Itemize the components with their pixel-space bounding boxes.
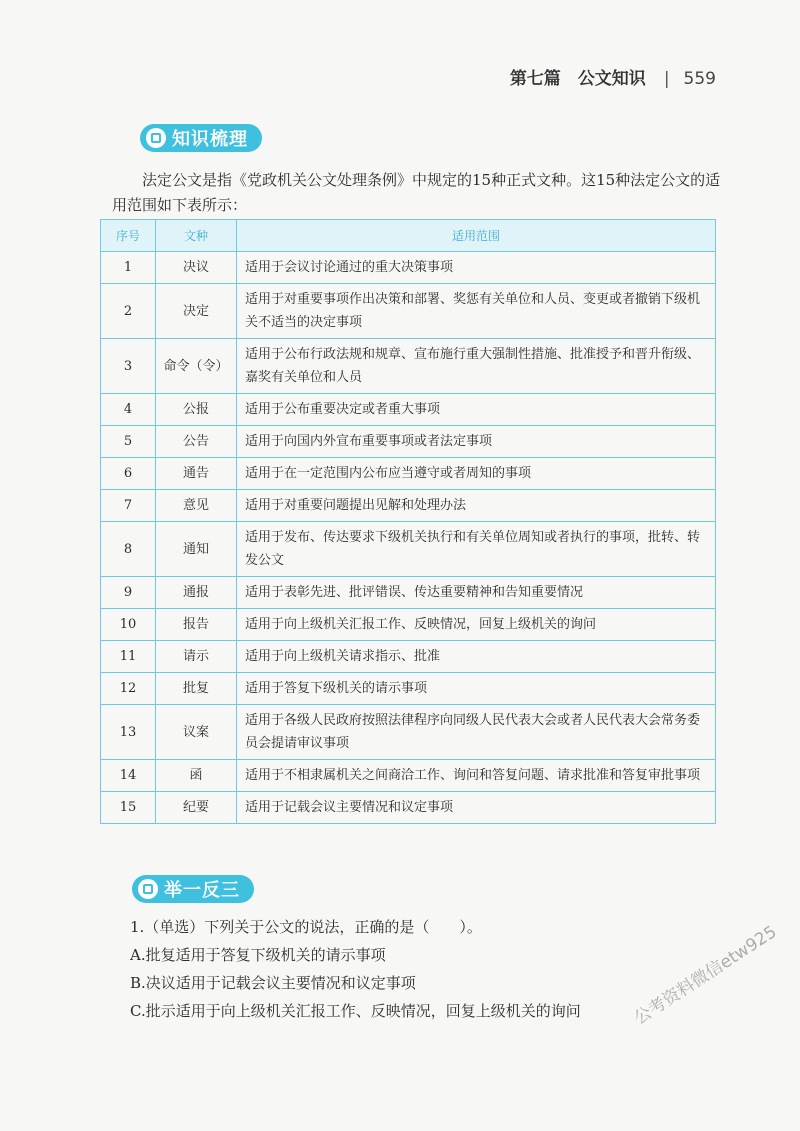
section-title: 知识梳理	[172, 129, 248, 150]
usage-scope: 适用于不相隶属机关之间商洽工作、询问和答复问题、请求批准和答复审批事项	[237, 760, 716, 792]
document-type: 请示	[156, 641, 237, 673]
row-number: 6	[101, 458, 156, 490]
part-title: 第七篇 公文知识	[509, 69, 646, 89]
document-type: 报告	[156, 609, 237, 641]
intro-paragraph: 法定公文是指《党政机关公文处理条例》中规定的15种正式文种。这15种法定公文的适用范围如下表所示：	[112, 171, 721, 214]
section-title: 举一反三	[164, 880, 240, 901]
document-type: 批复	[156, 673, 237, 705]
row-number: 8	[101, 522, 156, 577]
table-header-row	[101, 220, 716, 252]
option-c: C.批示适用于向上级机关汇报工作、反映情况，回复上级机关的询问	[130, 1002, 581, 1020]
table-row	[101, 609, 716, 641]
table-row	[101, 490, 716, 522]
row-number: 13	[101, 705, 156, 760]
usage-scope: 适用于会议讨论通过的重大决策事项	[237, 252, 716, 284]
usage-scope: 适用于公布行政法规和规章、宣布施行重大强制性措施、批准授予和晋升衔级、嘉奖有关单位和人员	[237, 339, 716, 394]
document-type: 公报	[156, 394, 237, 426]
row-number: 15	[101, 792, 156, 824]
document-type: 决议	[156, 252, 237, 284]
row-number: 10	[101, 609, 156, 641]
document-type: 通知	[156, 522, 237, 577]
table-row	[101, 641, 716, 673]
document-type: 命令（令）	[156, 339, 237, 394]
usage-scope: 适用于公布重要决定或者重大事项	[237, 394, 716, 426]
section-badge-knowledge	[140, 124, 262, 152]
row-number: 2	[101, 284, 156, 339]
usage-scope: 适用于向上级机关汇报工作、反映情况，回复上级机关的询问	[237, 609, 716, 641]
table-row	[101, 760, 716, 792]
page-number: 559	[683, 69, 716, 89]
column-header-no: 序号	[101, 220, 156, 252]
document-type: 纪要	[156, 792, 237, 824]
option-b: B.决议适用于记载会议主要情况和议定事项	[130, 974, 416, 992]
document-type: 通告	[156, 458, 237, 490]
row-number: 14	[101, 760, 156, 792]
table-row	[101, 705, 716, 760]
book-icon	[146, 128, 166, 148]
usage-scope: 适用于向上级机关请求指示、批准	[237, 641, 716, 673]
usage-scope: 适用于向国内外宣布重要事项或者法定事项	[237, 426, 716, 458]
header-separator: |	[663, 69, 670, 89]
row-number: 9	[101, 577, 156, 609]
document-type: 通报	[156, 577, 237, 609]
document-type: 公告	[156, 426, 237, 458]
usage-scope: 适用于发布、传达要求下级机关执行和有关单位周知或者执行的事项，批转、转发公文	[237, 522, 716, 577]
column-header-scope: 适用范围	[237, 220, 716, 252]
question-stem: 1.（单选）下列关于公文的说法，正确的是（ ）。	[130, 918, 482, 936]
usage-scope: 适用于各级人民政府按照法律程序向同级人民代表大会或者人民代表大会常务委员会提请审议事项	[237, 705, 716, 760]
section-badge-practice	[132, 875, 254, 903]
usage-scope: 适用于答复下级机关的请示事项	[237, 673, 716, 705]
column-header-kind: 文种	[156, 220, 237, 252]
document-type: 决定	[156, 284, 237, 339]
row-number: 5	[101, 426, 156, 458]
usage-scope: 适用于对重要事项作出决策和部署、奖惩有关单位和人员、变更或者撤销下级机关不适当的决定事项	[237, 284, 716, 339]
option-a: A.批复适用于答复下级机关的请示事项	[130, 946, 386, 964]
usage-scope: 适用于对重要问题提出见解和处理办法	[237, 490, 716, 522]
document-type: 议案	[156, 705, 237, 760]
table-row	[101, 394, 716, 426]
book-icon	[138, 879, 158, 899]
row-number: 7	[101, 490, 156, 522]
document-types-table	[100, 219, 716, 824]
table-row	[101, 458, 716, 490]
row-number: 3	[101, 339, 156, 394]
table-row	[101, 792, 716, 824]
table-row	[101, 522, 716, 577]
table-row	[101, 673, 716, 705]
table-row	[101, 577, 716, 609]
table-row	[101, 284, 716, 339]
row-number: 12	[101, 673, 156, 705]
document-type: 意见	[156, 490, 237, 522]
table-row	[101, 339, 716, 394]
row-number: 4	[101, 394, 156, 426]
table-row	[101, 252, 716, 284]
usage-scope: 适用于在一定范围内公布应当遵守或者周知的事项	[237, 458, 716, 490]
row-number: 11	[101, 641, 156, 673]
row-number: 1	[101, 252, 156, 284]
document-type: 函	[156, 760, 237, 792]
usage-scope: 适用于记载会议主要情况和议定事项	[237, 792, 716, 824]
table-row	[101, 426, 716, 458]
usage-scope: 适用于表彰先进、批评错误、传达重要精神和告知重要情况	[237, 577, 716, 609]
page-header	[510, 64, 716, 89]
watermark-text: 公考资料微信etw925	[630, 922, 781, 1029]
